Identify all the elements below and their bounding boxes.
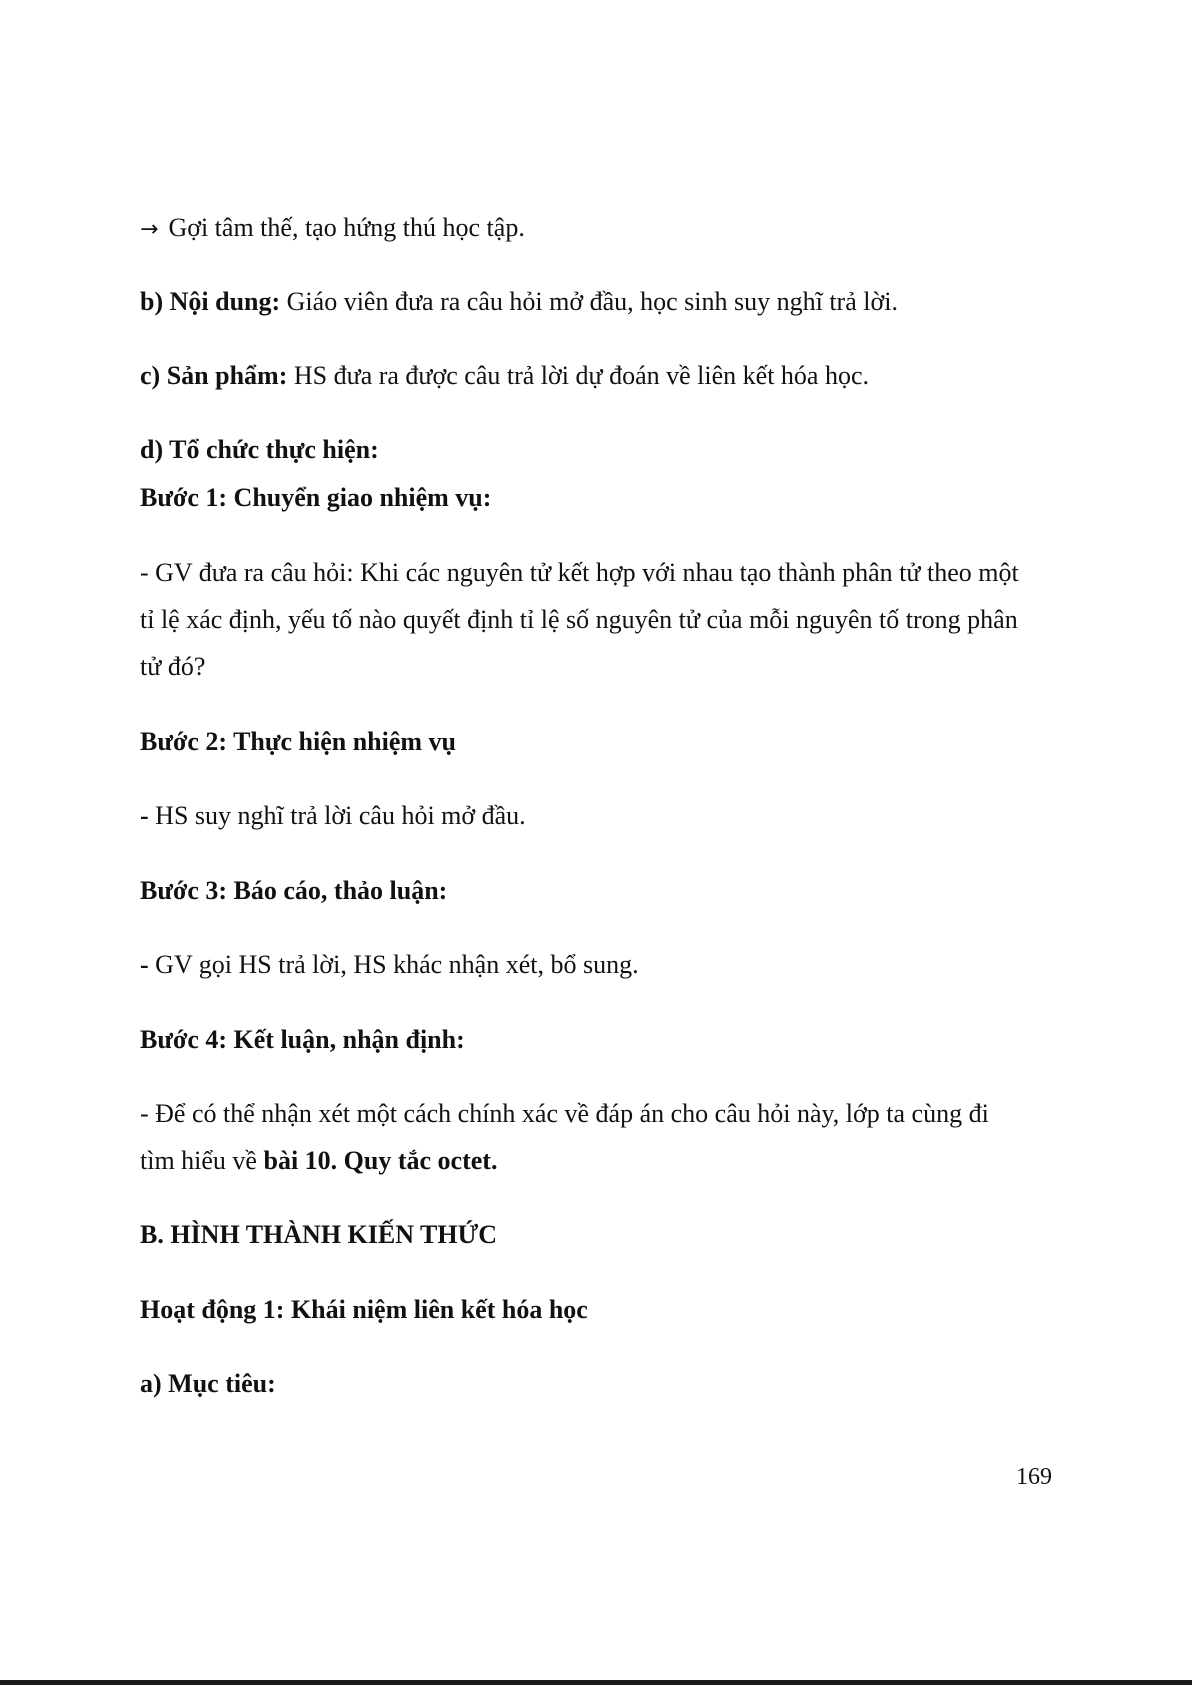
- section-label: d) Tổ chức thực hiện:: [140, 435, 379, 464]
- section-label: c) Sản phẩm:: [140, 361, 288, 390]
- section-b-heading: [140, 1220, 497, 1250]
- line-content: [140, 287, 898, 317]
- bullet-dash: -: [140, 801, 149, 830]
- activity-1-heading: [140, 1295, 588, 1325]
- step-label: Bước 4: Kết luận, nhận định:: [140, 1025, 465, 1054]
- line-text: tỉ lệ xác định, yếu tố nào quyết định tỉ lệ số nguyên tử của mỗi nguyên tố trong phân: [140, 605, 1018, 634]
- section-heading: B. HÌNH THÀNH KIẾN THỨC: [140, 1220, 498, 1249]
- lesson-title: bài 10. Quy tắc octet.: [263, 1146, 498, 1175]
- line-product: [140, 361, 869, 391]
- bullet-dash: -: [140, 950, 149, 979]
- paragraph-line: [140, 801, 526, 831]
- section-label: a) Mục tiêu:: [140, 1369, 276, 1398]
- line-text: - Để có thể nhận xét một cách chính xác về đáp án cho câu hỏi này, lớp ta cùng đi: [140, 1099, 989, 1128]
- step-3-heading: [140, 876, 447, 906]
- step-label: Bước 1: Chuyển giao nhiệm vụ:: [140, 483, 492, 512]
- line-text: - GV đưa ra câu hỏi: Khi các nguyên tử kết hợp với nhau tạo thành phân tử theo một: [140, 558, 1019, 587]
- step-4-heading: [140, 1025, 465, 1055]
- arrow-icon: →: [140, 217, 159, 242]
- line-text: Gợi tâm thế, tạo hứng thú học tập.: [168, 213, 525, 242]
- line-goal: [140, 213, 525, 245]
- bottom-border: [0, 1680, 1192, 1685]
- step-1-heading: [140, 483, 491, 513]
- paragraph-line: [140, 950, 639, 980]
- paragraph-line: [140, 1099, 989, 1129]
- line-text: Giáo viên đưa ra câu hỏi mở đầu, học sinh suy nghĩ trả lời.: [280, 287, 898, 316]
- line-text: HS suy nghĩ trả lời câu hỏi mở đầu.: [148, 801, 526, 830]
- line-text: tử đó?: [140, 652, 206, 681]
- paragraph-line: [140, 558, 1019, 588]
- section-label: b) Nội dung:: [140, 287, 281, 316]
- line-organization: [140, 435, 379, 465]
- activity-heading: Hoạt động 1: Khái niệm liên kết hóa học: [140, 1295, 588, 1324]
- page-number: 169: [1016, 1464, 1052, 1490]
- paragraph-line: [140, 1146, 497, 1176]
- line-text: tìm hiểu về: [140, 1146, 264, 1175]
- paragraph-line: [140, 605, 1018, 635]
- paragraph-line: [140, 652, 205, 682]
- line-text: HS đưa ra được câu trả lời dự đoán về liên kết hóa học.: [287, 361, 870, 390]
- line-text: GV gọi HS trả lời, HS khác nhận xét, bổ sung.: [148, 950, 639, 979]
- objective-heading: [140, 1369, 276, 1399]
- step-2-heading: [140, 727, 456, 757]
- step-label: Bước 2: Thực hiện nhiệm vụ: [140, 727, 456, 756]
- step-label: Bước 3: Báo cáo, thảo luận:: [140, 876, 448, 905]
